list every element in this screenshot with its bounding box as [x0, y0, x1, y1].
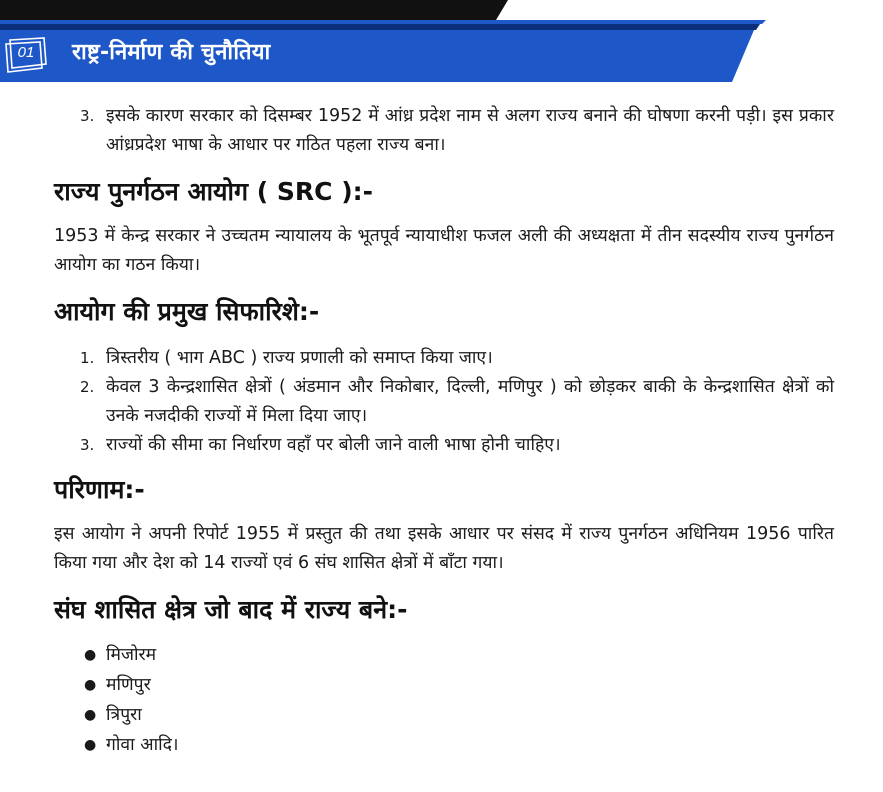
list-item [54, 640, 834, 670]
list-item-text: राज्यों की सीमा का निर्धारण वहाँ पर बोली जाने वाली भाषा होनी चाहिए। [106, 435, 561, 455]
banner-black-band [0, 0, 508, 20]
banner-top-stripe [0, 20, 766, 24]
recommendations-list [54, 344, 834, 460]
list-item [54, 670, 834, 700]
chapter-title: राष्ट्र-निर्माण की चुनौतिया [72, 40, 271, 65]
chapter-header-banner [0, 0, 883, 82]
heading-recommendations: आयोग की प्रमुख सिफारिशे:- [54, 297, 320, 326]
bullet-icon: ● [84, 707, 97, 723]
chapter-badge [8, 37, 44, 67]
paragraph-result: इस आयोग ने अपनी रिपोर्ट 1955 में प्रस्तुत की तथा इसके आधार पर संसद में राज्य पुनर्गठन अधिनियम 1956 पारित किया गया और देश को 14 राज्यों एवं 6 संघ शासित क्षेत्रों में बाँटा गया। [54, 524, 834, 573]
bullet-icon: ● [84, 737, 97, 753]
list-item-text: त्रिस्तरीय ( भाग ABC ) राज्य प्रणाली को समाप्त किया जाए। [106, 348, 493, 368]
list-item-text: मणिपुर [106, 675, 151, 695]
list-item [54, 700, 834, 730]
list-item [54, 431, 834, 460]
union-territories-list [54, 640, 834, 760]
list-item-text: त्रिपुरा [106, 705, 142, 725]
list-item-number: 2. [80, 378, 95, 396]
heading-src: राज्य पुनर्गठन आयोग ( SRC ):- [54, 177, 373, 206]
banner-dark-stripe [0, 24, 760, 30]
page-content [54, 102, 834, 760]
heading-union-territories: संघ शासित क्षेत्र जो बाद में राज्य बने:- [54, 595, 408, 624]
bullet-icon: ● [84, 647, 97, 663]
list-item-number: 3. [80, 107, 95, 125]
heading-result: परिणाम:- [54, 475, 145, 504]
list-item-number: 3. [80, 436, 95, 454]
chapter-number: 01 [17, 43, 35, 61]
paragraph-src: 1953 में केन्द्र सरकार ने उच्चतम न्यायालय के भूतपूर्व न्यायाधीश फजल अली की अध्यक्षता में तीन सदस्यीय राज्य पुनर्गठन आयोग का गठन किया। [54, 226, 834, 275]
list-item [54, 730, 834, 760]
list-item [54, 102, 834, 160]
list-item-text: इसके कारण सरकार को दिसम्बर 1952 में आंध्र प्रदेश नाम से अलग राज्य बनाने की घोषणा करनी पड़ी। इस प्रकार आंध्रप्रदेश भाषा के आधार पर गठित पहला राज्य बना। [106, 106, 834, 155]
list-item-text: केवल 3 केन्द्रशासित क्षेत्रों ( अंडमान और निकोबार, दिल्ली, मणिपुर ) को छोड़कर बाकी के केन्द्रशासित क्षेत्रों को उनके नजदीकी राज्यों में मिला दिया जाए। [106, 377, 834, 426]
list-item-text: गोवा आदि। [106, 735, 179, 755]
list-item [54, 373, 834, 431]
list-item-text: मिजोरम [106, 645, 157, 665]
intro-list [54, 102, 834, 160]
list-item [54, 344, 834, 373]
bullet-icon: ● [84, 677, 97, 693]
list-item-number: 1. [80, 349, 95, 367]
